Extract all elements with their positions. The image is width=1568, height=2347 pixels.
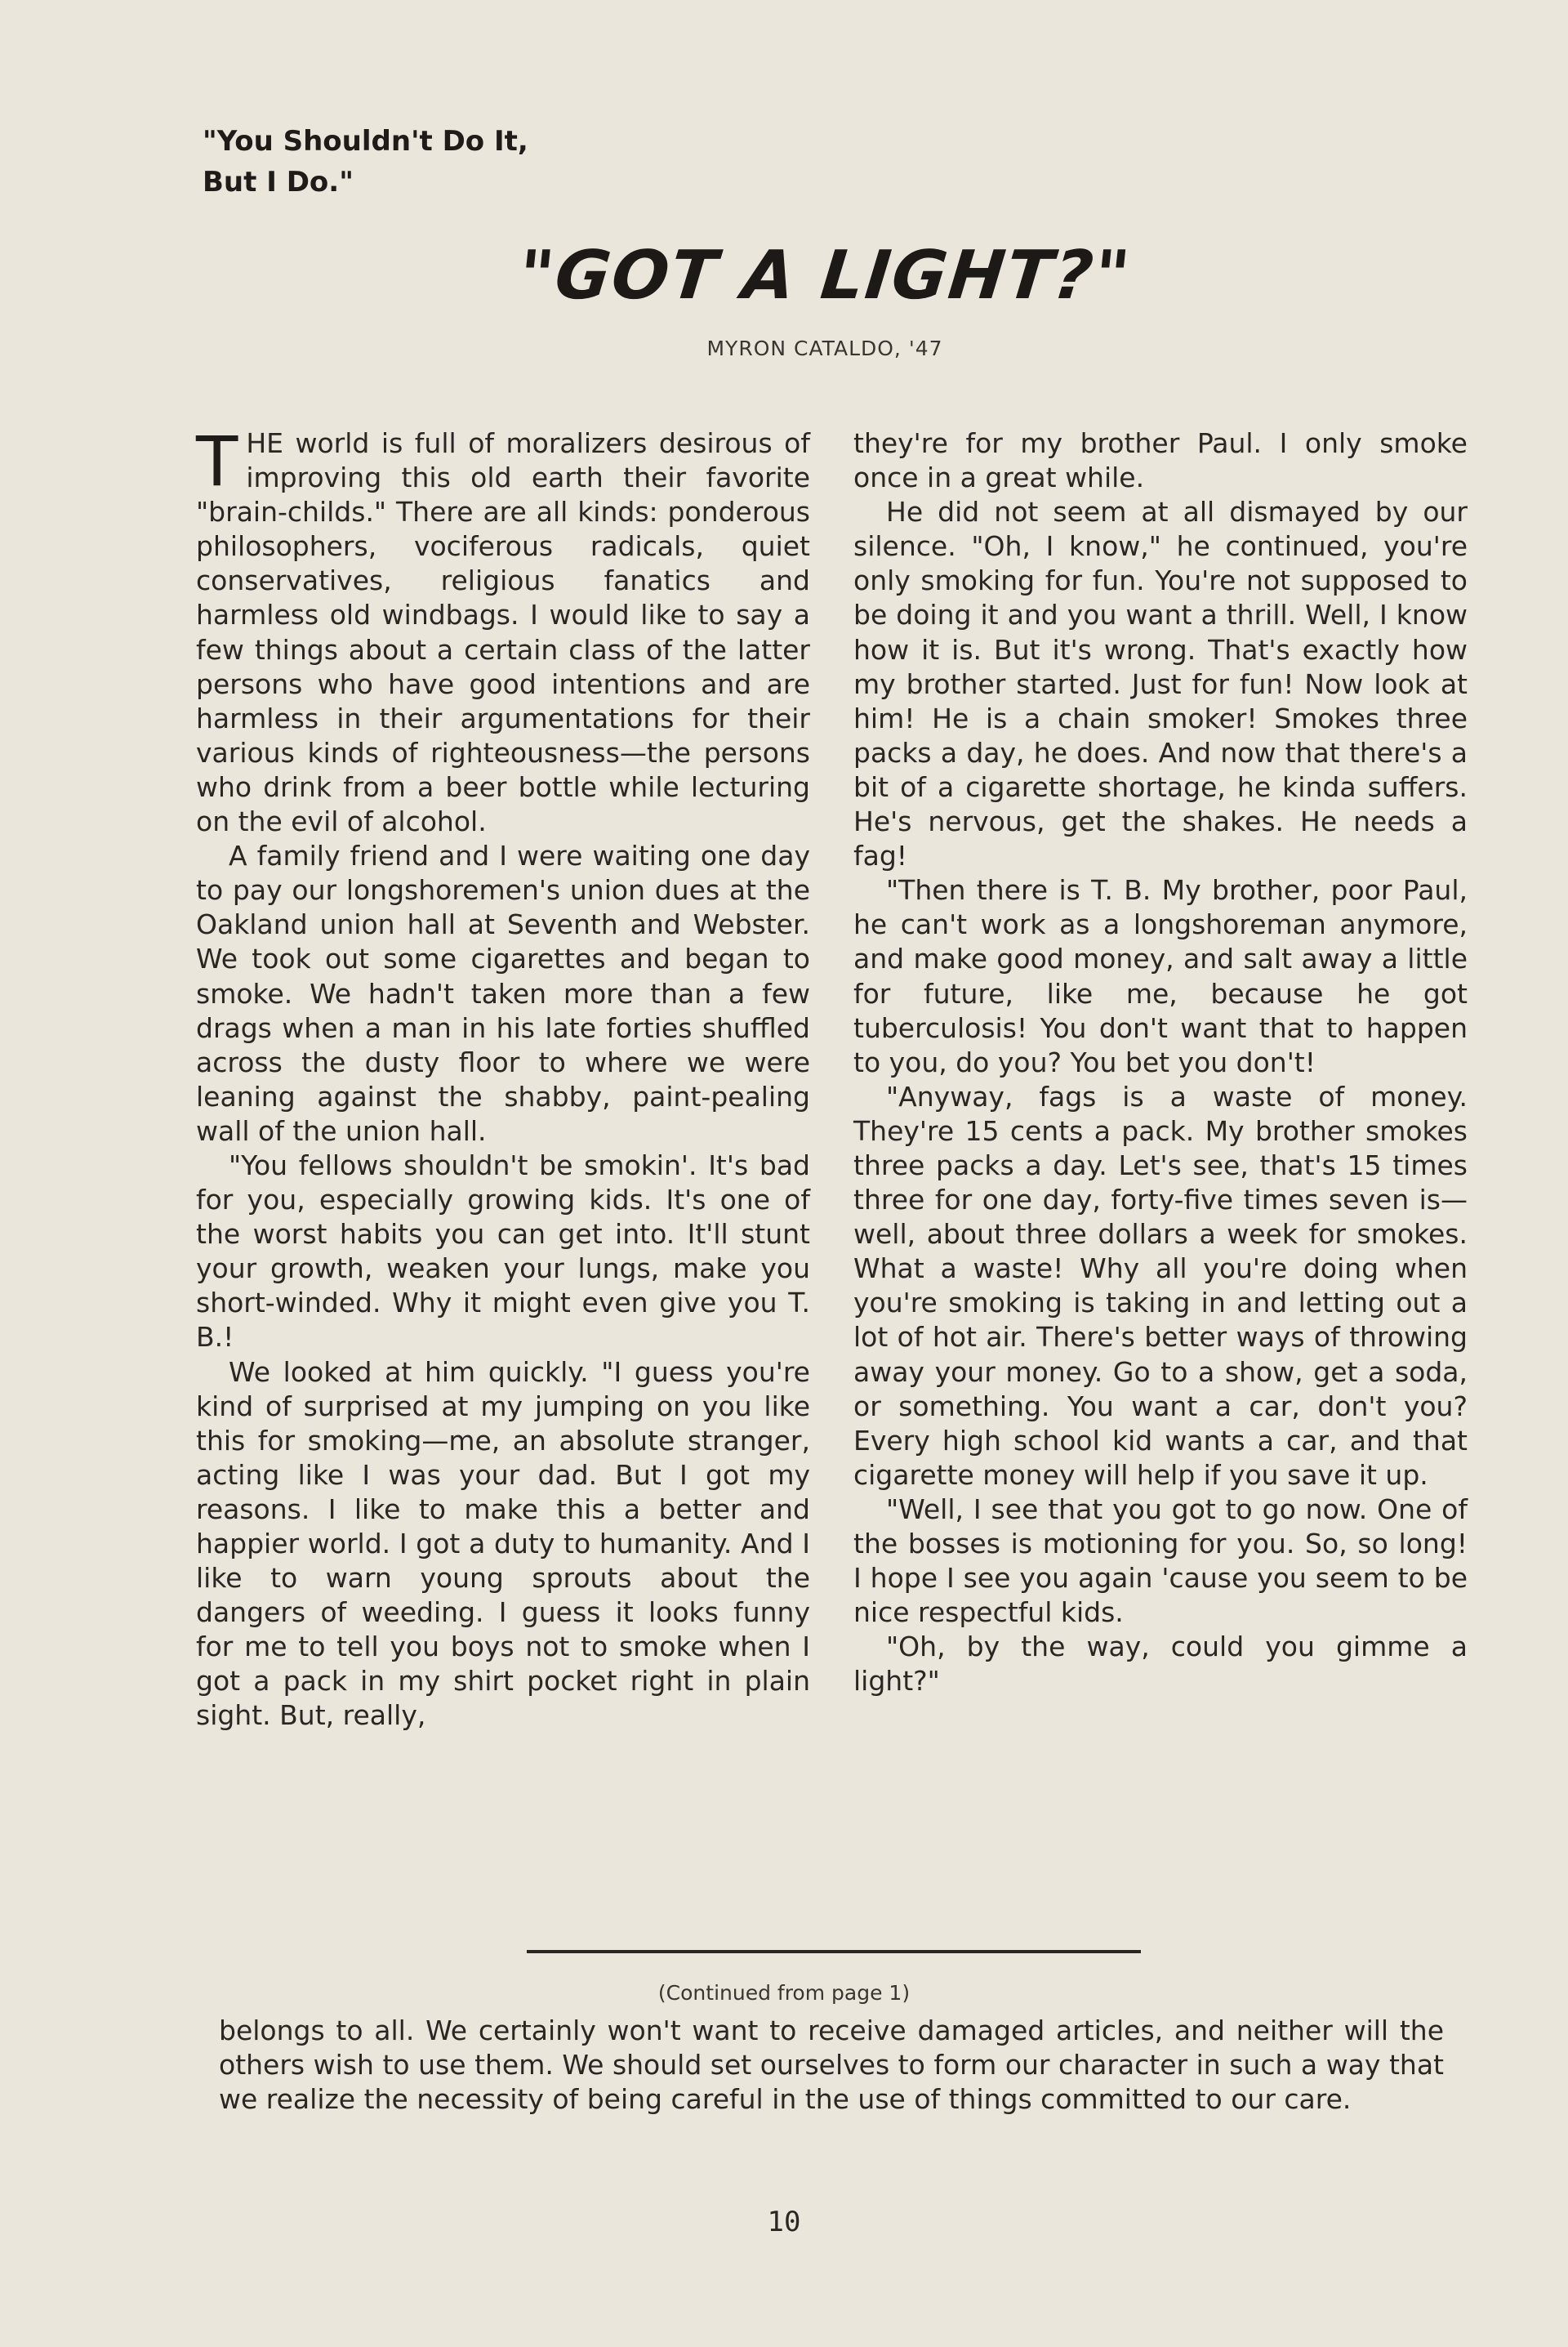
paragraph: A family friend and I were waiting one day to pay our longshoremen's union dues at the Oakland union hall at Seventh and Webster. We took out some cigarettes and began to smoke. We hadn't taken more than a few drags when a man in his late forties shuffled across the dusty floor to where we were leaning against the shabby, paint-pealing wall of the union hall. bbox=[196, 840, 810, 1147]
paragraph: "Well, I see that you got to go now. One of the bosses is motioning for you. So, so long! I hope I see you again 'cause you seem to be nice respectful kids. bbox=[853, 1493, 1468, 1629]
paragraph: they're for my brother Paul. I only smoke once in a great while. bbox=[853, 427, 1468, 494]
continued-label: (Continued from page 1) bbox=[657, 1981, 911, 2005]
article-title: "GOT A LIGHT?" bbox=[514, 237, 1135, 315]
article-column-left bbox=[196, 422, 810, 1733]
paragraph: "You fellows shouldn't be smokin'. It's bad for you, especially growing kids. It's one of the worst habits you can get into. It'll stunt your growth, weaken your lungs, make you short-winded. Why it might even give you T. B.! bbox=[196, 1149, 810, 1354]
kicker-quote bbox=[203, 121, 528, 203]
paragraph: We looked at him quickly. "I guess you're kind of surprised at my jumping on you like this for smoking—me, an absolute stranger, acting like I was your dad. But I got my reasons. I like to make this a better and happier world. I got a duty to humanity. And I like to warn young sprouts about the dangers of weeding. I guess it looks funny for me to tell you boys not to smoke when I got a pack in my shirt pocket right in plain sight. But, really, bbox=[196, 1355, 810, 1732]
paragraph: belongs to all. We certainly won't want to receive damaged articles, and neither will the others wish to use them. We should set ourselves to form our character in such a way that we realize the necessity of being careful in the use of things committed to our care. bbox=[219, 2015, 1444, 2115]
paragraph: "Anyway, fags is a waste of money. They're 15 cents a pack. My brother smokes three packs a day. Let's see, that's 15 times three for one day, forty-five times seven is—well, about three dollars a week for smokes. What a waste! Why all you're doing when you're smoking is taking in and letting out a lot of hot air. There's better ways of throwing away your money. Go to a show, get a soda, or something. You want a car, don't you? Every high school kid wants a car, and that cigarette money will help if you save it up. bbox=[853, 1080, 1468, 1491]
drop-cap: T bbox=[196, 422, 238, 502]
divider-rule bbox=[527, 1950, 1141, 1953]
article-column-right bbox=[853, 426, 1468, 1698]
paragraph: He did not seem at all dismayed by our silence. "Oh, I know," he continued, you're only smoking for fun. You're not supposed to be doing it and you want a thrill. Well, I know how it is. But it's wrong. That's exactly how my brother started. Just for fun! Now look at him! He is a chain smoker! Smokes three packs a day, he does. And now that there's a bit of a cigarette shortage, he kinda suffers. He's nervous, get the shakes. He needs a fag! bbox=[853, 496, 1468, 872]
kicker-line-1: "You Shouldn't Do It, bbox=[203, 125, 528, 158]
paragraph-text: HE world is full of moralizers desirous of improving this old earth their favorite "brain-childs." There are all kinds: ponderous philosophers, vociferous radicals, quiet conservatives, religious fanatics and harmless old windbags. I would like to say a few things about a certain class of the latter persons who have good intentions and are harmless in their argumentations for their various kinds of righteousness—the persons who drink from a beer bottle while lecturing on the evil of alcohol. bbox=[196, 427, 810, 838]
paragraph: "Then there is T. B. My brother, poor Paul, he can't work as a longshoreman anymore, and make good money, and salt away a little for future, like me, because he got tuberculosis! You don't want that to happen to you, do you? You bet you don't! bbox=[853, 874, 1468, 1078]
page-number: 10 bbox=[767, 2206, 801, 2238]
kicker-line-2: But I Do." bbox=[203, 166, 354, 199]
paragraph bbox=[196, 422, 810, 839]
article-byline: MYRON CATALDO, '47 bbox=[706, 337, 943, 360]
continued-text bbox=[219, 2014, 1444, 2117]
paragraph: "Oh, by the way, could you gimme a light?" bbox=[853, 1631, 1468, 1698]
